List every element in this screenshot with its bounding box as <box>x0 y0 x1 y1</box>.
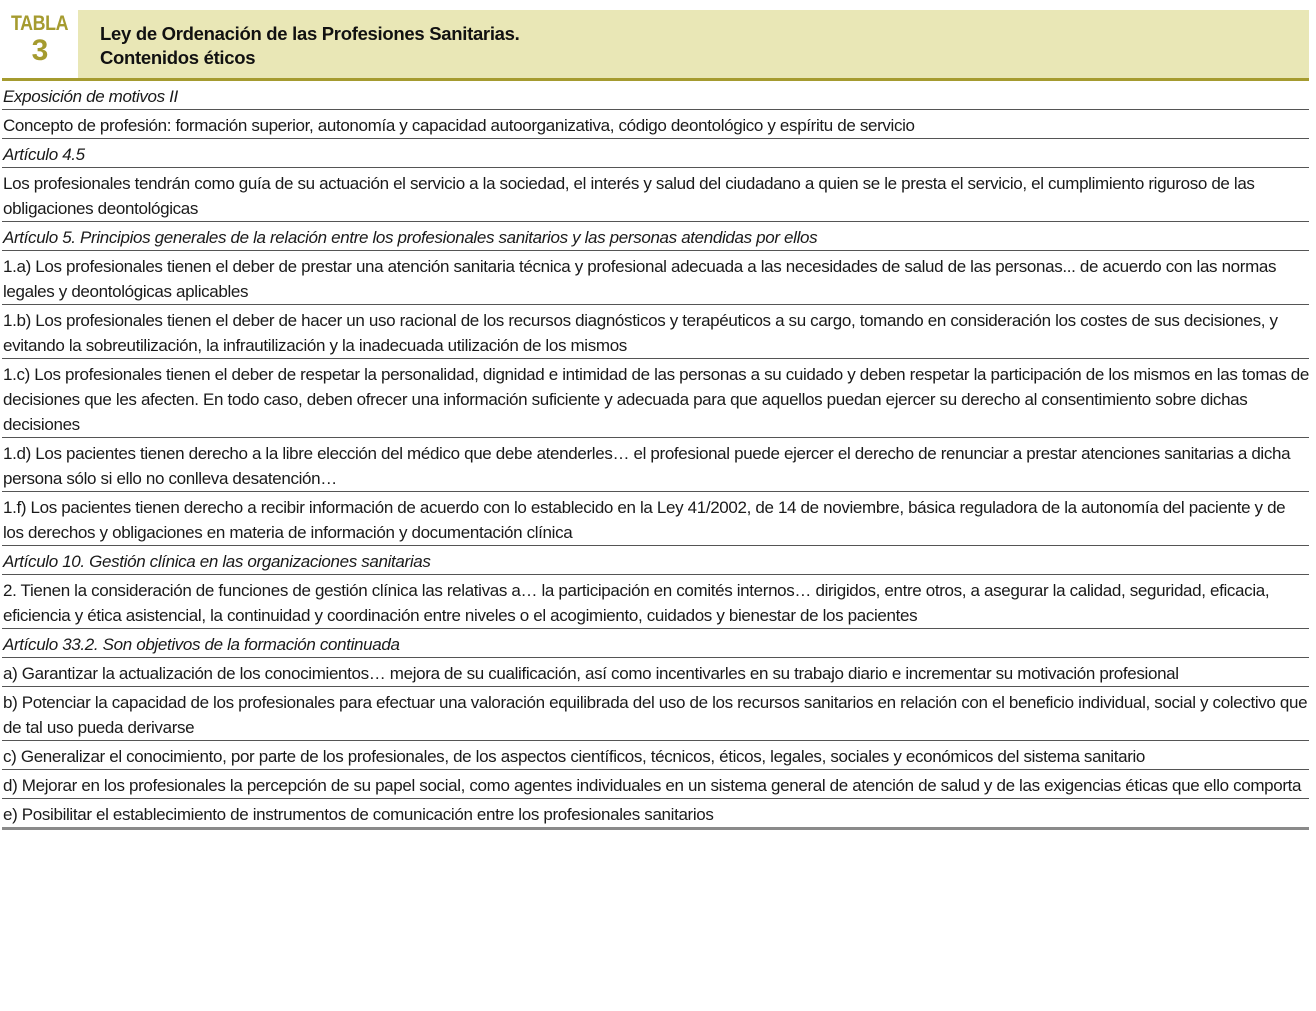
table-row: 1.f) Los pacientes tienen derecho a recibir información de acuerdo con lo establecido en la Ley 41/2002, de 14 de noviembre, básica reguladora de la autonomía del paciente y de los derechos y obligaciones en materia de información y documentación clínica <box>2 492 1309 546</box>
table-title-line2: Contenidos éticos <box>100 47 256 68</box>
table-badge <box>2 10 78 78</box>
badge-label: TABLA <box>11 12 69 35</box>
table-title <box>78 10 519 78</box>
table-row: 1.b) Los profesionales tienen el deber de hacer un uso racional de los recursos diagnósticos y terapéuticos a su cargo, tomando en consideración los costes de sus decisiones, y evitando la sobreutilización, la infrautilización y la inadecuada utilización de los mismos <box>2 305 1309 359</box>
table-3 <box>2 10 1309 830</box>
table-row: a) Garantizar la actualización de los conocimientos… mejora de su cualificación, así como incentivarles en su trabajo diario e incrementar su motivación profesional <box>2 658 1309 687</box>
table-row: Concepto de profesión: formación superior, autonomía y capacidad autoorganizativa, código deontológico y espíritu de servicio <box>2 110 1309 139</box>
table-title-line1: Ley de Ordenación de las Profesiones Sanitarias. <box>100 23 520 44</box>
table-row: c) Generalizar el conocimiento, por parte de los profesionales, de los aspectos científicos, técnicos, éticos, legales, sociales y económicos del sistema sanitario <box>2 741 1309 770</box>
table-row: 1.c) Los profesionales tienen el deber de respetar la personalidad, dignidad e intimidad de las personas a su cuidado y deben respetar la participación de los mismos en las tomas de decisiones que les afecten. En todo caso, deben ofrecer una información suficiente y adecuada para que aquellos puedan ejercer su derecho al consentimiento sobre dichas decisiones <box>2 359 1309 438</box>
section-heading-row: Exposición de motivos II <box>2 81 1309 110</box>
table-row: d) Mejorar en los profesionales la percepción de su papel social, como agentes individuales en un sistema general de atención de salud y de las exigencias éticas que ello comporta <box>2 770 1309 799</box>
table-row: e) Posibilitar el establecimiento de instrumentos de comunicación entre los profesionales sanitarios <box>2 799 1309 830</box>
table-row: Los profesionales tendrán como guía de su actuación el servicio a la sociedad, el interés y salud del ciudadano a quien se le presta el servicio, el cumplimiento riguroso de las obligaciones deontológicas <box>2 168 1309 222</box>
section-heading-row: Artículo 5. Principios generales de la relación entre los profesionales sanitarios y las personas atendidas por ellos <box>2 222 1309 251</box>
section-heading-row: Artículo 33.2. Son objetivos de la formación continuada <box>2 629 1309 658</box>
table-body <box>2 81 1309 830</box>
table-row: 2. Tienen la consideración de funciones de gestión clínica las relativas a… la participación en comités internos… dirigidos, entre otros, a asegurar la calidad, seguridad, eficacia, eficiencia y ética asistencial, la continuidad y coordinación entre niveles o el acogimiento, cuidados y bienestar de los pacientes <box>2 575 1309 629</box>
badge-number: 3 <box>31 34 49 67</box>
table-header <box>2 10 1309 81</box>
table-row: b) Potenciar la capacidad de los profesionales para efectuar una valoración equilibrada del uso de los recursos sanitarios en relación con el beneficio individual, social y colectivo que de tal uso pueda derivarse <box>2 687 1309 741</box>
section-heading-row: Artículo 4.5 <box>2 139 1309 168</box>
table-row: 1.d) Los pacientes tienen derecho a la libre elección del médico que debe atenderles… el profesional puede ejercer el derecho de renunciar a prestar atenciones sanitarias a dicha persona sólo si ello no conlleva desatención… <box>2 438 1309 492</box>
section-heading-row: Artículo 10. Gestión clínica en las organizaciones sanitarias <box>2 546 1309 575</box>
table-row: 1.a) Los profesionales tienen el deber de prestar una atención sanitaria técnica y profesional adecuada a las necesidades de salud de las personas... de acuerdo con las normas legales y deontológicas aplicables <box>2 251 1309 305</box>
